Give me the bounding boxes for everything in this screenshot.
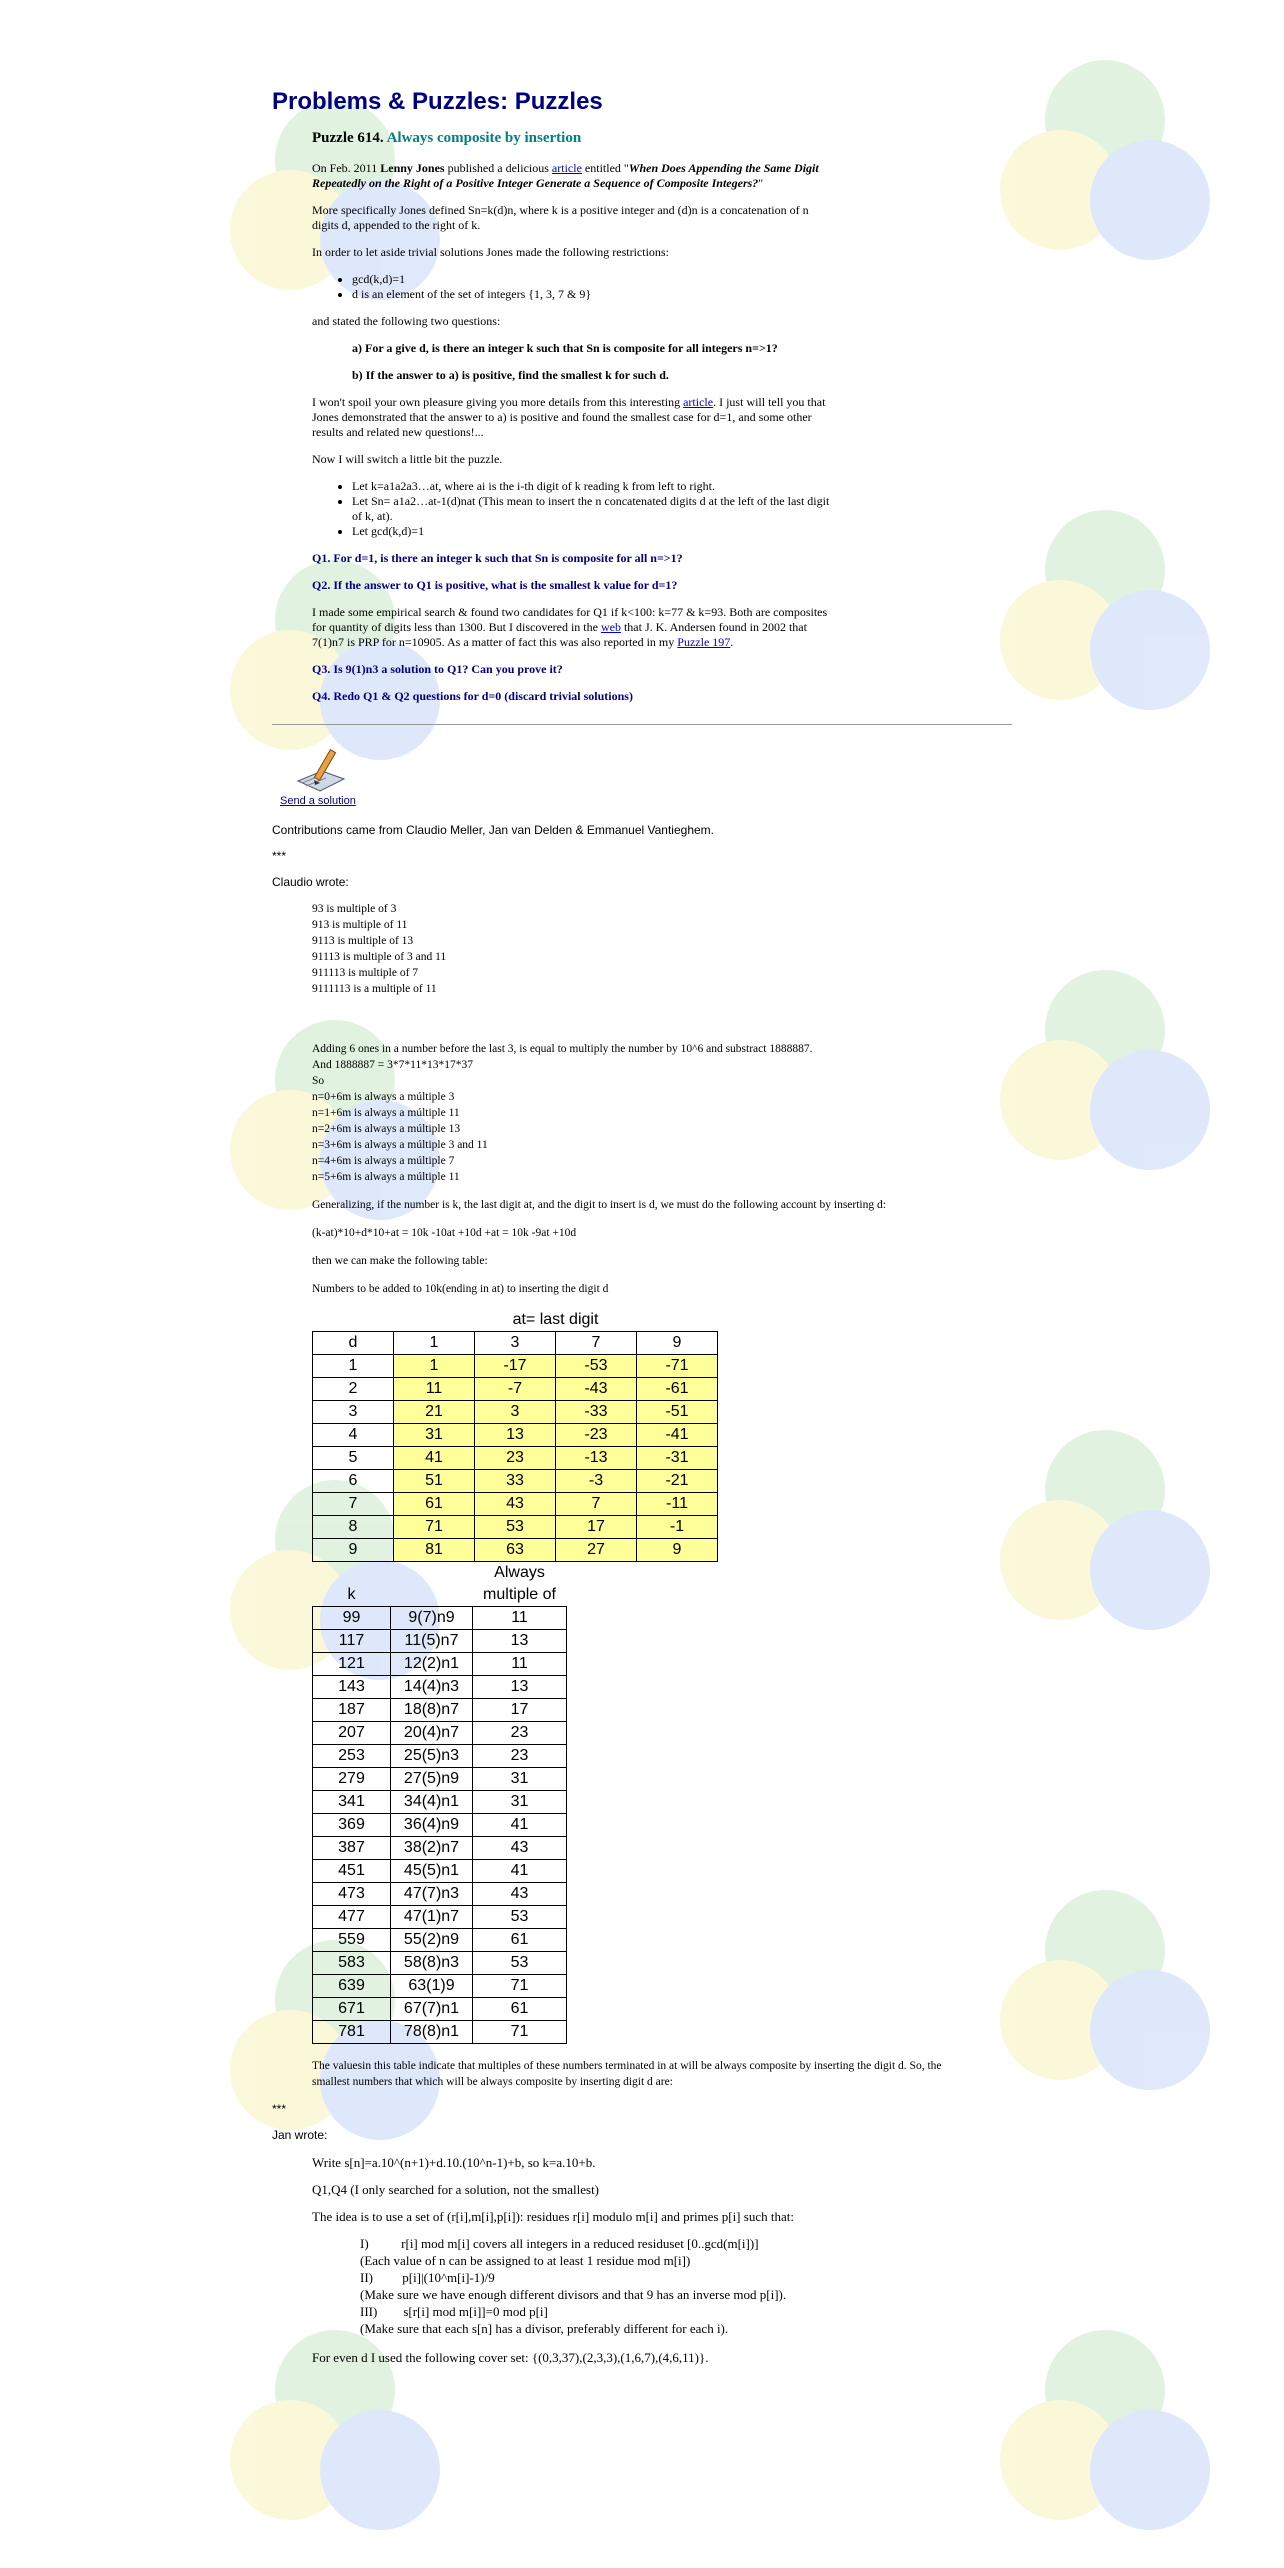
list-item: • Let k=a1a2a3…at, where ai is the i-th digit of k reading k from left to right. [352,479,832,494]
table-cell: -51 [637,1401,718,1424]
table-cell: 13 [475,1424,556,1447]
jan-line: Q1,Q4 (I only searched for a solution, not the smallest) [312,2182,600,2197]
table-row [313,1447,718,1470]
table-cell: 71 [473,1975,567,1998]
table-cell: 369 [313,1814,391,1837]
send-solution-label: Send a solution [280,795,356,807]
table-cell: 781 [313,2021,391,2044]
table-row [313,1768,567,1791]
table-cell: 71 [394,1516,475,1539]
table-cell: 36(4)n9 [391,1814,473,1837]
page-content [272,88,1012,2376]
always-header: Always [494,1564,545,1581]
text-line: 9111113 is a multiple of 11 [312,983,437,995]
table-cell: -7 [475,1378,556,1401]
article-title: When Does Appending the Same Digit Repeatedly on the Right of a Positive Integer Generate a Sequence of Composite Integers? [312,161,819,190]
table-cell: -11 [637,1493,718,1516]
article-link[interactable]: article [551,161,582,175]
list-item: • gcd(k,d)=1 [352,272,832,287]
background-logo [1000,2330,1210,2540]
table-cell: 18(8)n7 [391,1699,473,1722]
table-row [313,2021,567,2044]
text-line: 93 is multiple of 3 [312,903,397,915]
jan-line: For even d I used the following cover set: {(0,3,37),(2,3,3),(1,6,7),(4,6,11)}. [312,2350,709,2365]
table-cell: 34(4)n1 [391,1791,473,1814]
row-header: 1 [313,1355,394,1378]
question-4: Q4. Redo Q1 & Q2 questions for d=0 (discard trivial solutions) [312,689,633,703]
background-logo [1000,1430,1210,1640]
table-cell: 47(1)n7 [391,1906,473,1929]
text-line: 911113 is multiple of 7 [312,967,419,979]
table-cell: 13 [473,1676,567,1699]
questions-intro: and stated the following two questions: [312,314,501,328]
definition-paragraph: More specifically Jones defined Sn=k(d)n, where k is a positive integer and (d)n is a concatenation of n digits d, appended to the right of k. [312,203,809,232]
table-cell: 67(7)n1 [391,1998,473,2021]
table-cell: 31 [473,1768,567,1791]
table-row [313,1699,567,1722]
table-cell: -33 [556,1401,637,1424]
table-cell: 25(5)n3 [391,1745,473,1768]
table-cell: 17 [473,1699,567,1722]
table-cell: 41 [394,1447,475,1470]
puzzle-heading [312,130,832,147]
question-a: a) For a give d, is there an integer k such that Sn is composite for all integers n=>1? [352,341,778,355]
table-cell: 61 [473,1929,567,1952]
table-row [313,1676,567,1699]
site-title: Problems & Puzzles: Puzzles [272,88,603,115]
table-cell: 21 [394,1401,475,1424]
author-name: Lenny Jones [380,161,445,175]
table-cell: 27(5)n9 [391,1768,473,1791]
text-line: 9113 is multiple of 13 [312,935,414,947]
table-cell: 639 [313,1975,391,1998]
table-cell: 583 [313,1952,391,1975]
table-cell: 58(8)n3 [391,1952,473,1975]
table-row [313,1837,567,1860]
values-note: The valuesin this table indicate that multiples of these numbers terminated in at will be always composite by inserting the digit d. So, the smallest numbers that which will be always composite by inserting digit d are: [312,2060,942,2088]
table-cell: 143 [313,1676,391,1699]
table-cell: 27 [556,1539,637,1562]
table-cell: 14(4)n3 [391,1676,473,1699]
generalizing-paragraph: Generalizing, if the number is k, the last digit at, and the digit to insert is d, we must do the following account by inserting d: [312,1199,886,1211]
background-logo [1000,970,1210,1180]
separator-stars: *** [272,849,287,863]
table-cell: 207 [313,1722,391,1745]
table-cell: 31 [394,1424,475,1447]
table-cell: 187 [313,1699,391,1722]
table-cell: -17 [475,1355,556,1378]
table-cell: 43 [473,1837,567,1860]
table-cell: 51 [394,1470,475,1493]
contributions-line: Contributions came from Claudio Meller, Jan van Delden & Emmanuel Vantieghem. [272,823,714,837]
table-cell: -43 [556,1378,637,1401]
row-header: 6 [313,1470,394,1493]
table-cell: 477 [313,1906,391,1929]
table-cell: -71 [637,1355,718,1378]
table-cell: 387 [313,1837,391,1860]
table-row [313,1791,567,1814]
table-row [313,1975,567,1998]
table-cell: 117 [313,1630,391,1653]
column-header: 9 [637,1332,718,1355]
table-cell: 61 [473,1998,567,2021]
table-cell: 63(1)9 [391,1975,473,1998]
row-header: 5 [313,1447,394,1470]
table-cell: 17 [556,1516,637,1539]
table-cell: -3 [556,1470,637,1493]
switch-paragraph: Now I will switch a little bit the puzzle. [312,452,503,466]
jan-line: Write s[n]=a.10^(n+1)+d.10.(10^n-1)+b, so k=a.10+b. [312,2155,596,2170]
jan-conditions [360,2235,1012,2337]
puzzle-197-link[interactable]: Puzzle 197 [677,635,731,649]
table-cell: 38(2)n7 [391,1837,473,1860]
table-cell: 55(2)n9 [391,1929,473,1952]
jan-heading: Jan wrote: [272,2128,328,2142]
background-logo [1000,1890,1210,2100]
text-line: II) p[i]|(10^m[i]-1)/9 [360,2270,495,2285]
formula-line: (k-at)*10+d*10+at = 10k -10at +10d +at = 10k -9at +10d [312,1227,577,1239]
table-row [313,1814,567,1837]
table-cell: 81 [394,1539,475,1562]
web-link[interactable]: web [600,620,621,634]
table-intro: then we can make the following table: [312,1255,488,1267]
text-line: n=4+6m is always a múltiple 7 [312,1155,455,1167]
table-row [313,1424,718,1447]
table-cell: 47(7)n3 [391,1883,473,1906]
text-line: 91113 is multiple of 3 and 11 [312,951,447,963]
table-cell: 61 [394,1493,475,1516]
table-cell: -21 [637,1470,718,1493]
switch-list [312,479,832,539]
text-line: n=0+6m is always a múltiple 3 [312,1091,455,1103]
article-link[interactable]: article [683,395,714,409]
claudio-multiples [312,901,1012,1029]
table-row [313,1378,718,1401]
table-cell: -53 [556,1355,637,1378]
text-line: So [312,1075,325,1087]
table-cell: 53 [473,1952,567,1975]
background-logo [1000,510,1210,720]
text-line: III) s[r[i] mod m[i]]=0 mod p[i] [360,2304,548,2319]
claudio-heading: Claudio wrote: [272,875,349,889]
text-line: Adding 6 ones in a number before the last 3, is equal to multiply the number by 10^6 and substract 1888887. [312,1043,813,1055]
table-cell: 451 [313,1860,391,1883]
numbers-caption: Numbers to be added to 10k(ending in at) to inserting the digit d [312,1283,609,1295]
claudio-explanation [312,1041,1012,1185]
column-header: 3 [475,1332,556,1355]
table-cell: 671 [313,1998,391,2021]
table-cell: 33 [475,1470,556,1493]
table-cell: 41 [473,1814,567,1837]
table-cell: 473 [313,1883,391,1906]
table-cell: 11 [473,1653,567,1676]
row-header: 2 [313,1378,394,1401]
text-line: n=5+6m is always a múltiple 11 [312,1171,460,1183]
text-line: n=2+6m is always a múltiple 13 [312,1123,461,1135]
table-cell: -23 [556,1424,637,1447]
list-item: • d is an element of the set of integers {1, 3, 7 & 9} [352,287,832,302]
table-cell: -61 [637,1378,718,1401]
table-cell: 11(5)n7 [391,1630,473,1653]
table-cell: 13 [473,1630,567,1653]
row-header: 9 [313,1539,394,1562]
puzzle-number: Puzzle 614. [312,130,384,146]
text-line: (Make sure we have enough different divisors and that 9 has an inverse mod p[i]). [360,2287,787,2302]
table-row [313,1906,567,1929]
table-row [313,1998,567,2021]
list-item: • Let gcd(k,d)=1 [352,524,832,539]
restrictions-intro: In order to let aside trivial solutions Jones made the following restrictions: [312,245,669,259]
text-line: n=3+6m is always a múltiple 3 and 11 [312,1139,488,1151]
table-cell: 23 [473,1722,567,1745]
list-item: • Let Sn= a1a2…at-1(d)nat (This mean to insert the n concatenated digits d at the left of the last digit of k, at). [352,494,832,524]
text-line: I) r[i] mod m[i] covers all integers in a reduced residuset [0..gcd(m[i])] [360,2236,759,2251]
table-cell: 43 [475,1493,556,1516]
table-row [313,1722,567,1745]
table-row [313,1952,567,1975]
table-cell: 12(2)n1 [391,1653,473,1676]
puzzle-title: Always composite by insertion [386,130,582,146]
text-line: And 1888887 = 3*7*11*13*17*37 [312,1059,473,1071]
table-row [313,1493,718,1516]
table-cell: 23 [475,1447,556,1470]
table-row [313,1883,567,1906]
background-logo [1000,60,1210,270]
k-header: k [347,1586,356,1603]
table-cell: 99 [313,1607,391,1630]
table-cell: 45(5)n1 [391,1860,473,1883]
row-header: 8 [313,1516,394,1539]
puzzle-section [312,130,832,704]
table-row [313,1516,718,1539]
multiple-of-header: multiple of [483,1586,556,1603]
table-cell: 20(4)n7 [391,1722,473,1745]
table-cell: 53 [473,1906,567,1929]
table-cell: 23 [473,1745,567,1768]
table-cell: 559 [313,1929,391,1952]
restrictions-list [312,272,832,302]
table-cell: 43 [473,1883,567,1906]
table-cell: 31 [473,1791,567,1814]
row-header: 3 [313,1401,394,1424]
empirical-paragraph: I made some empirical search & found two candidates for Q1 if k<100: k=77 & k=93. Both are composites for quantity of digits less than 1300. But I discovered in the web that J. K. Andersen found in 2002 that 7(1)n7 is PRP for n=10905. As a matter of fact this was also reported in my Puzzle 197. [312,605,828,649]
table-cell: 253 [313,1745,391,1768]
table-row [313,1653,567,1676]
last-digit-table [312,1309,718,1562]
text-line: (Make sure that each s[n] has a divisor, preferably different for each i). [360,2321,729,2336]
pencil-icon [292,747,352,795]
column-header: 7 [556,1332,637,1355]
always-multiple-table [312,1562,567,2044]
question-b: b) If the answer to a) is positive, find the smallest k for such d. [352,368,669,382]
table-cell: 71 [473,2021,567,2044]
question-3: Q3. Is 9(1)n3 a solution to Q1? Can you prove it? [312,662,563,676]
text-line: n=1+6m is always a múltiple 11 [312,1107,460,1119]
table-cell: -1 [637,1516,718,1539]
table-cell: 9(7)n9 [391,1607,473,1630]
text-line: 913 is multiple of 11 [312,919,408,931]
table-row [313,1929,567,1952]
table-row [313,1355,718,1378]
column-header: 1 [394,1332,475,1355]
table-row [313,1630,567,1653]
table-cell: -31 [637,1447,718,1470]
row-header: 7 [313,1493,394,1516]
separator-stars: *** [272,2102,287,2116]
intro-paragraph: On Feb. 2011 Lenny Jones published a delicious article entitled "When Does Appending the Same Digit Repeatedly on the Right of a Positive Integer Generate a Sequence of Composite Integers?" [312,161,819,190]
table-cell: 7 [556,1493,637,1516]
table-row [313,1539,718,1562]
jan-line: The idea is to use a set of (r[i],m[i],p[i]): residues r[i] modulo m[i] and primes p[i] such that: [312,2209,794,2224]
table-row [313,1860,567,1883]
table-cell: 41 [473,1860,567,1883]
text-line: (Each value of n can be assigned to at least 1 residue mod m[i]) [360,2253,691,2268]
table-cell: 279 [313,1768,391,1791]
table-cell: 3 [475,1401,556,1424]
table-row [313,1470,718,1493]
table-cell: 1 [394,1355,475,1378]
table-cell: -41 [637,1424,718,1447]
table-cell: -13 [556,1447,637,1470]
table-row [313,1401,718,1424]
table-top-label: at= last digit [512,1311,599,1328]
table-row [313,1745,567,1768]
question-2: Q2. If the answer to Q1 is positive, what is the smallest k value for d=1? [312,578,678,592]
d-column-header: d [313,1332,394,1355]
question-1: Q1. For d=1, is there an integer k such that Sn is composite for all n=>1? [312,551,683,565]
section-divider [272,724,1012,725]
table-cell: 53 [475,1516,556,1539]
table-cell: 11 [473,1607,567,1630]
table-cell: 63 [475,1539,556,1562]
row-header: 4 [313,1424,394,1447]
table-cell: 341 [313,1791,391,1814]
table-cell: 121 [313,1653,391,1676]
spoil-paragraph: I won't spoil your own pleasure giving you more details from this interesting article. I just will tell you that Jones demonstrated that the answer to a) is positive and found the smallest case for d=1, and some other results and related new questions!... [312,395,826,439]
table-cell: 11 [394,1378,475,1401]
table-cell: 9 [637,1539,718,1562]
table-cell: 78(8)n1 [391,2021,473,2044]
table-row [313,1607,567,1630]
send-solution-button[interactable] [272,747,372,807]
